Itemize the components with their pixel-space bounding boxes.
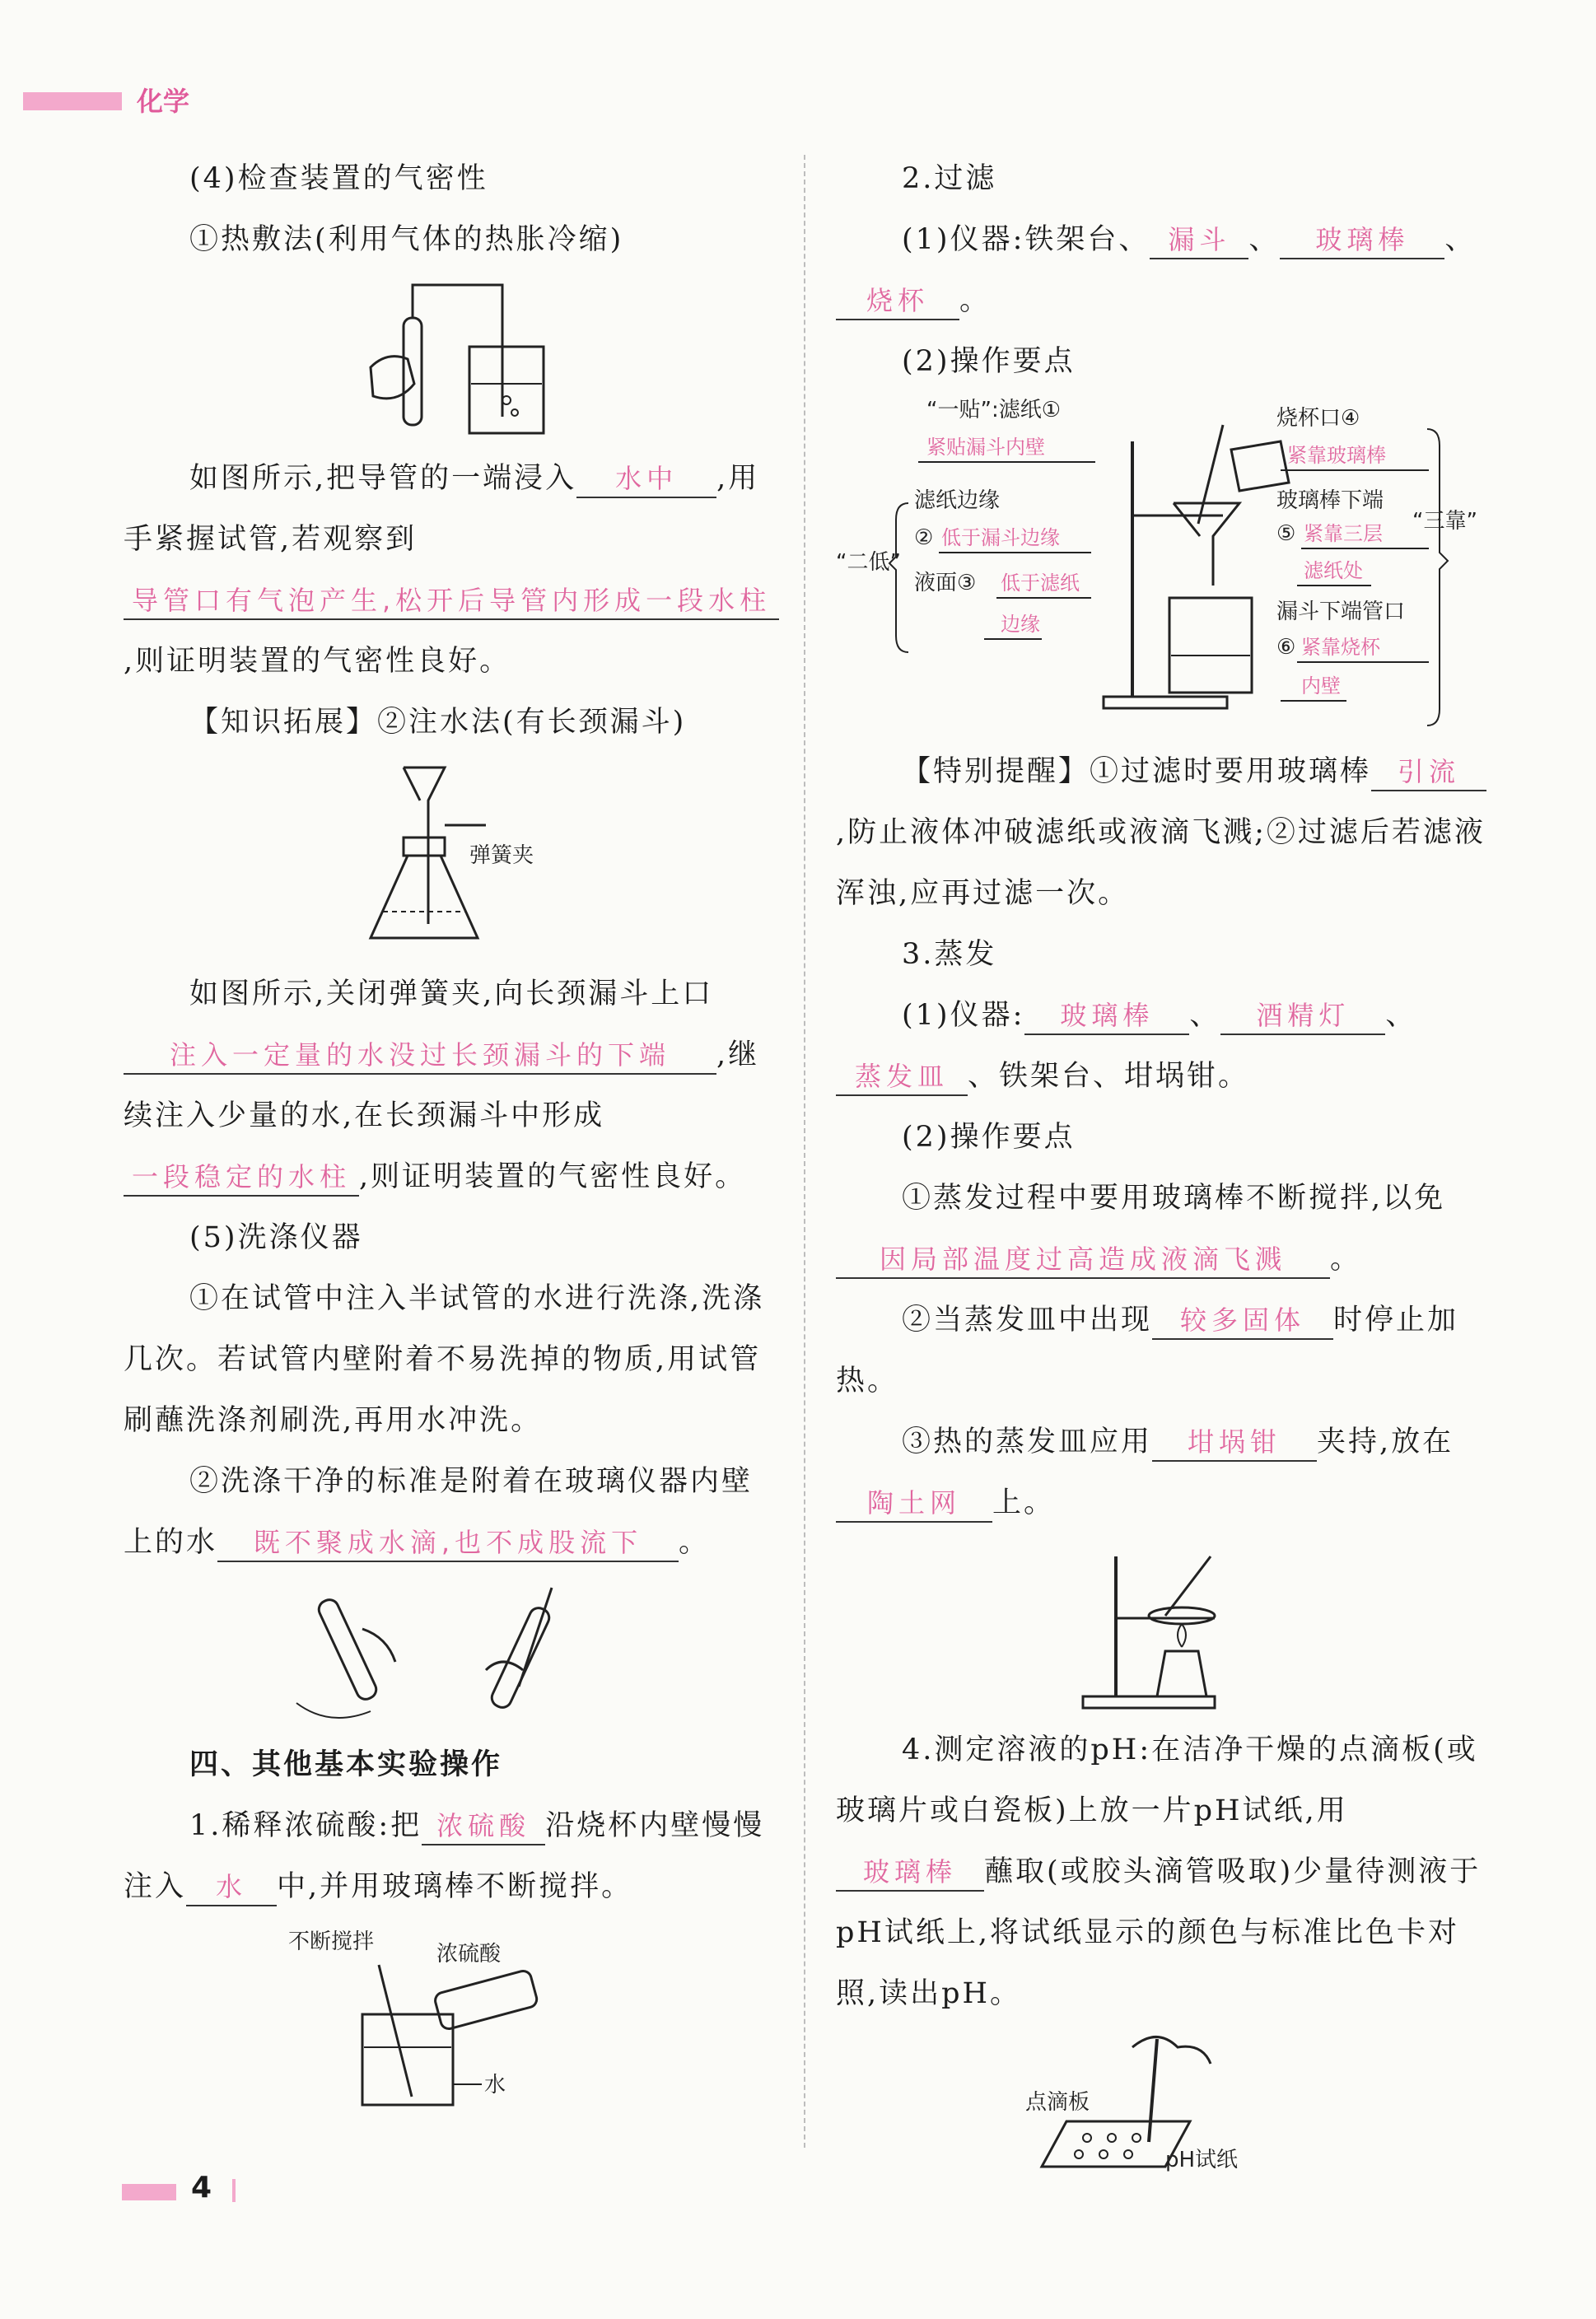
spot-plate-label: 点滴板 xyxy=(1025,2090,1090,2115)
answer-5a: 紧靠三层 xyxy=(1304,522,1383,545)
evaporation-instruments: (1)仪器: 玻璃棒 、 酒精灯 、蒸发皿 、铁架台、坩埚钳。 xyxy=(836,985,1495,1107)
header-accent-bar xyxy=(23,92,122,110)
evaporation-point-2: ②当蒸发皿中出现 较多固体 时停止加热。 xyxy=(836,1304,1459,1397)
washing-paragraph-2: ②洗涤干净的标准是附着在玻璃仪器内壁上的水 既不聚成水滴,也不成股流下 。 xyxy=(124,1451,782,1573)
filtration-title: 2.过滤 xyxy=(902,162,997,195)
evaporation-title: 3.蒸发 xyxy=(902,938,997,971)
page-number: 4 xyxy=(191,2171,212,2205)
subject-title: 化学 xyxy=(137,86,190,117)
answer-blank: 水 xyxy=(186,1869,277,1906)
evaporation-points-title: (2)操作要点 xyxy=(902,1121,1076,1154)
section-4-title: (4)检查装置的气密性 xyxy=(189,162,488,195)
funnel-end-label: 漏斗下端管口 xyxy=(1276,600,1406,624)
water-injection-figure xyxy=(346,759,560,957)
filtration-points-title: (2)操作要点 xyxy=(902,345,1076,378)
evaporation-point-1: ①蒸发过程中要用玻璃棒不断搅拌,以免因局部温度过高造成液滴飞溅 。 xyxy=(836,1168,1495,1290)
sankao-label: “三靠” xyxy=(1412,509,1477,534)
answer-blank: 注入一定量的水没过长颈漏斗的下端 xyxy=(124,1037,716,1075)
circle-5: ⑤ xyxy=(1276,521,1296,546)
erdi-label: “二低” xyxy=(836,550,901,575)
filtration-tip: 【特别提醒】①过滤时要用玻璃棒 引流,防止液体冲破滤纸或液滴飞溅;②过滤后若滤液浑浊,应再过滤一次。 xyxy=(836,755,1486,910)
method-1-title: ①热敷法(利用气体的热胀冷缩) xyxy=(189,223,624,256)
page-number-tick xyxy=(232,2179,236,2202)
evaporation-figure xyxy=(1066,1540,1264,1713)
dilution-paragraph: 1.稀释浓硫酸:把 浓硫酸 沿烧杯内壁慢慢注入 水 中,并用玻璃棒不断搅拌。 xyxy=(124,1795,782,1917)
circle-2: ② xyxy=(914,525,934,550)
water-injection-paragraph: 如图所示,关闭弹簧夹,向长颈漏斗上口注入一定量的水没过长颈漏斗的下端 ,继续注入少量的水,在长颈漏斗中形成一段稳定的水柱 ,则证明装置的气密性良好。 xyxy=(124,964,782,1207)
ph-test-figure xyxy=(992,2031,1338,2187)
answer-blank: 坩埚钳 xyxy=(1152,1424,1317,1462)
stir-label: 不断搅拌 xyxy=(288,1929,375,1954)
answer-blank: 玻璃棒 xyxy=(1024,997,1189,1035)
ph-paper-label: pH试纸 xyxy=(1165,2148,1239,2172)
evaporation-point-3: ③热的蒸发皿应用 坩埚钳 夹持,放在陶土网 上。 xyxy=(836,1411,1495,1533)
extension-title: 【知识拓展】②注水法(有长颈漏斗) xyxy=(189,706,687,739)
answer-5b: 滤纸处 xyxy=(1304,559,1363,582)
answer-3b: 边缘 xyxy=(1001,613,1040,636)
answer-blank: 较多固体 xyxy=(1152,1302,1333,1340)
beaker-mouth-label: 烧杯口④ xyxy=(1276,406,1360,431)
footer-accent-bar xyxy=(122,2184,176,2200)
answer-blank: 浓硫酸 xyxy=(422,1808,545,1845)
yitie-answer: 紧贴漏斗内壁 xyxy=(926,436,1045,459)
filtration-instruments: (1)仪器:铁架台、 漏斗 、 玻璃棒 、烧杯 。 xyxy=(836,209,1495,331)
answer-blank: 导管口有气泡产生,松开后导管内形成一段水柱 xyxy=(124,582,779,620)
test-tube-washing-figure xyxy=(280,1579,626,1728)
heat-method-paragraph: 如图所示,把导管的一端浸入 水中 ,用手紧握试管,若观察到导管口有气泡产生,松开后导管内形成一段水柱,则证明装置的气密性良好。 xyxy=(124,448,782,692)
heat-method-figure xyxy=(346,277,560,441)
answer-6a: 紧靠烧杯 xyxy=(1301,636,1380,659)
answer-4: 紧靠玻璃棒 xyxy=(1287,444,1386,467)
answer-3a: 低于滤纸 xyxy=(1001,572,1080,595)
left-column xyxy=(124,148,782,2120)
ph-paragraph: 4.测定溶液的pH:在洁净干燥的点滴板(或玻璃片或白瓷板)上放一片pH试纸,用玻璃棒 蘸取(或胶头滴管吸取)少量待测液于pH试纸上,将试纸显示的颜色与标准比色卡对照,读出pH。 xyxy=(836,1733,1482,2010)
answer-blank: 玻璃棒 xyxy=(836,1854,984,1892)
answer-blank: 酒精灯 xyxy=(1220,997,1385,1035)
answer-blank: 陶土网 xyxy=(836,1485,992,1523)
liquid-level-label: 液面③ xyxy=(914,571,977,595)
washing-paragraph-1: ①在试管中注入半试管的水进行洗涤,洗涤几次。若试管内壁附着不易洗掉的物质,用试管刷蘸洗涤剂刷洗,再用水冲洗。 xyxy=(124,1282,765,1437)
filtration-diagram xyxy=(836,392,1495,738)
column-divider xyxy=(804,155,805,2148)
answer-blank: 一段稳定的水柱 xyxy=(124,1159,359,1197)
answer-2: 低于漏斗边缘 xyxy=(941,526,1060,549)
rod-end-label: 玻璃棒下端 xyxy=(1276,488,1384,513)
section-5-title: (5)洗涤仪器 xyxy=(189,1221,363,1254)
section-four-title: 四、其他基本实验操作 xyxy=(189,1747,503,1781)
filter-edge-label: 滤纸边缘 xyxy=(914,488,1001,513)
right-column xyxy=(836,148,1495,2194)
answer-blank: 玻璃棒 xyxy=(1280,222,1444,259)
dilution-figure xyxy=(280,1924,626,2113)
answer-blank: 水中 xyxy=(576,460,716,498)
answer-blank: 引流 xyxy=(1371,754,1486,791)
answer-blank: 烧杯 xyxy=(836,282,959,320)
answer-blank: 漏斗 xyxy=(1150,222,1248,259)
circle-6: ⑥ xyxy=(1276,635,1296,660)
answer-6b: 内壁 xyxy=(1301,674,1341,698)
yitie-label: “一贴”:滤纸① xyxy=(926,398,1062,422)
answer-blank: 蒸发皿 xyxy=(836,1058,968,1096)
spring-clamp-label: 弹簧夹 xyxy=(469,843,534,868)
answer-blank: 既不聚成水滴,也不成股流下 xyxy=(217,1524,679,1562)
water-label: 水 xyxy=(484,2073,506,2097)
acid-label: 浓硫酸 xyxy=(436,1942,502,1967)
answer-blank: 因局部温度过高造成液滴飞溅 xyxy=(836,1241,1330,1279)
